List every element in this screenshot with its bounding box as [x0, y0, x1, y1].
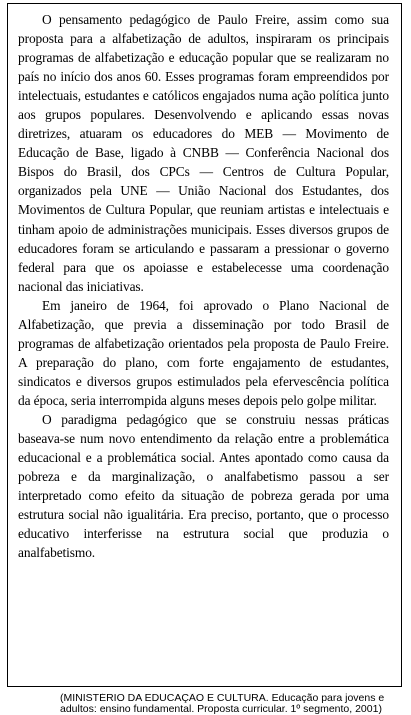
paragraph-1: O pensamento pedagógico de Paulo Freire, assim como sua proposta para a alfabetização de adultos, inspiraram os principais programas de alfabetização e educação popular que se realizaram no país no início dos anos 60. Esses programas foram empreendidos por intelectuais, estudantes e católicos engajados numa ação política junto aos grupos populares. Desenvolvendo e aplicando essas novas diretrizes, atuaram os educadores do MEB — Movimento de Educação de Base, ligado à CNBB — Conferência Nacional dos Bispos do Brasil, dos CPCs — Centros de Cultura Popular, organizados pela UNE — União Nacional dos Estudantes, dos Movimentos de Cultura Popular, que reuniam artistas e intelectuais e tinham apoio de administrações municipais. Esses diversos grupos de educadores foram se articulando e passaram a pressionar o governo federal para que os apoiasse e estabelecesse uma coordenação nacional das iniciativas.	[18, 12, 389, 294]
citation	[60, 693, 410, 715]
paragraph-3: O paradigma pedagógico que se construiu nessas práticas baseava-se num novo entendimento da relação entre a problemática educacional e a problemática social. Antes apontado como causa da pobreza e da marginalização, o analfabetismo passou a ser interpretado como efeito da situação de pobreza gerada por uma estrutura social não igualitária. Era preciso, portanto, que o processo educativo interferisse na estrutura social que produzia o analfabetismo.	[18, 411, 389, 561]
text-box	[7, 3, 402, 687]
citation-line-1: (MINISTÉRIO DA EDUCAÇÃO E CULTURA. Educação para jovens e	[60, 693, 385, 704]
paragraph-2: Em janeiro de 1964, foi aprovado o Plano Nacional de Alfabetização, que previa a disseminação por todo Brasil de programas de alfabetização orientados pela proposta de Paulo Freire. A preparação do plano, com forte engajamento de estudantes, sindicatos e diversos grupos estimulados pela efervescência política da época, seria interrompida alguns meses depois pelo golpe militar.	[18, 297, 389, 408]
citation-line-2: adultos: ensino fundamental. Proposta curricular. 1º segmento, 2001)	[60, 703, 382, 715]
